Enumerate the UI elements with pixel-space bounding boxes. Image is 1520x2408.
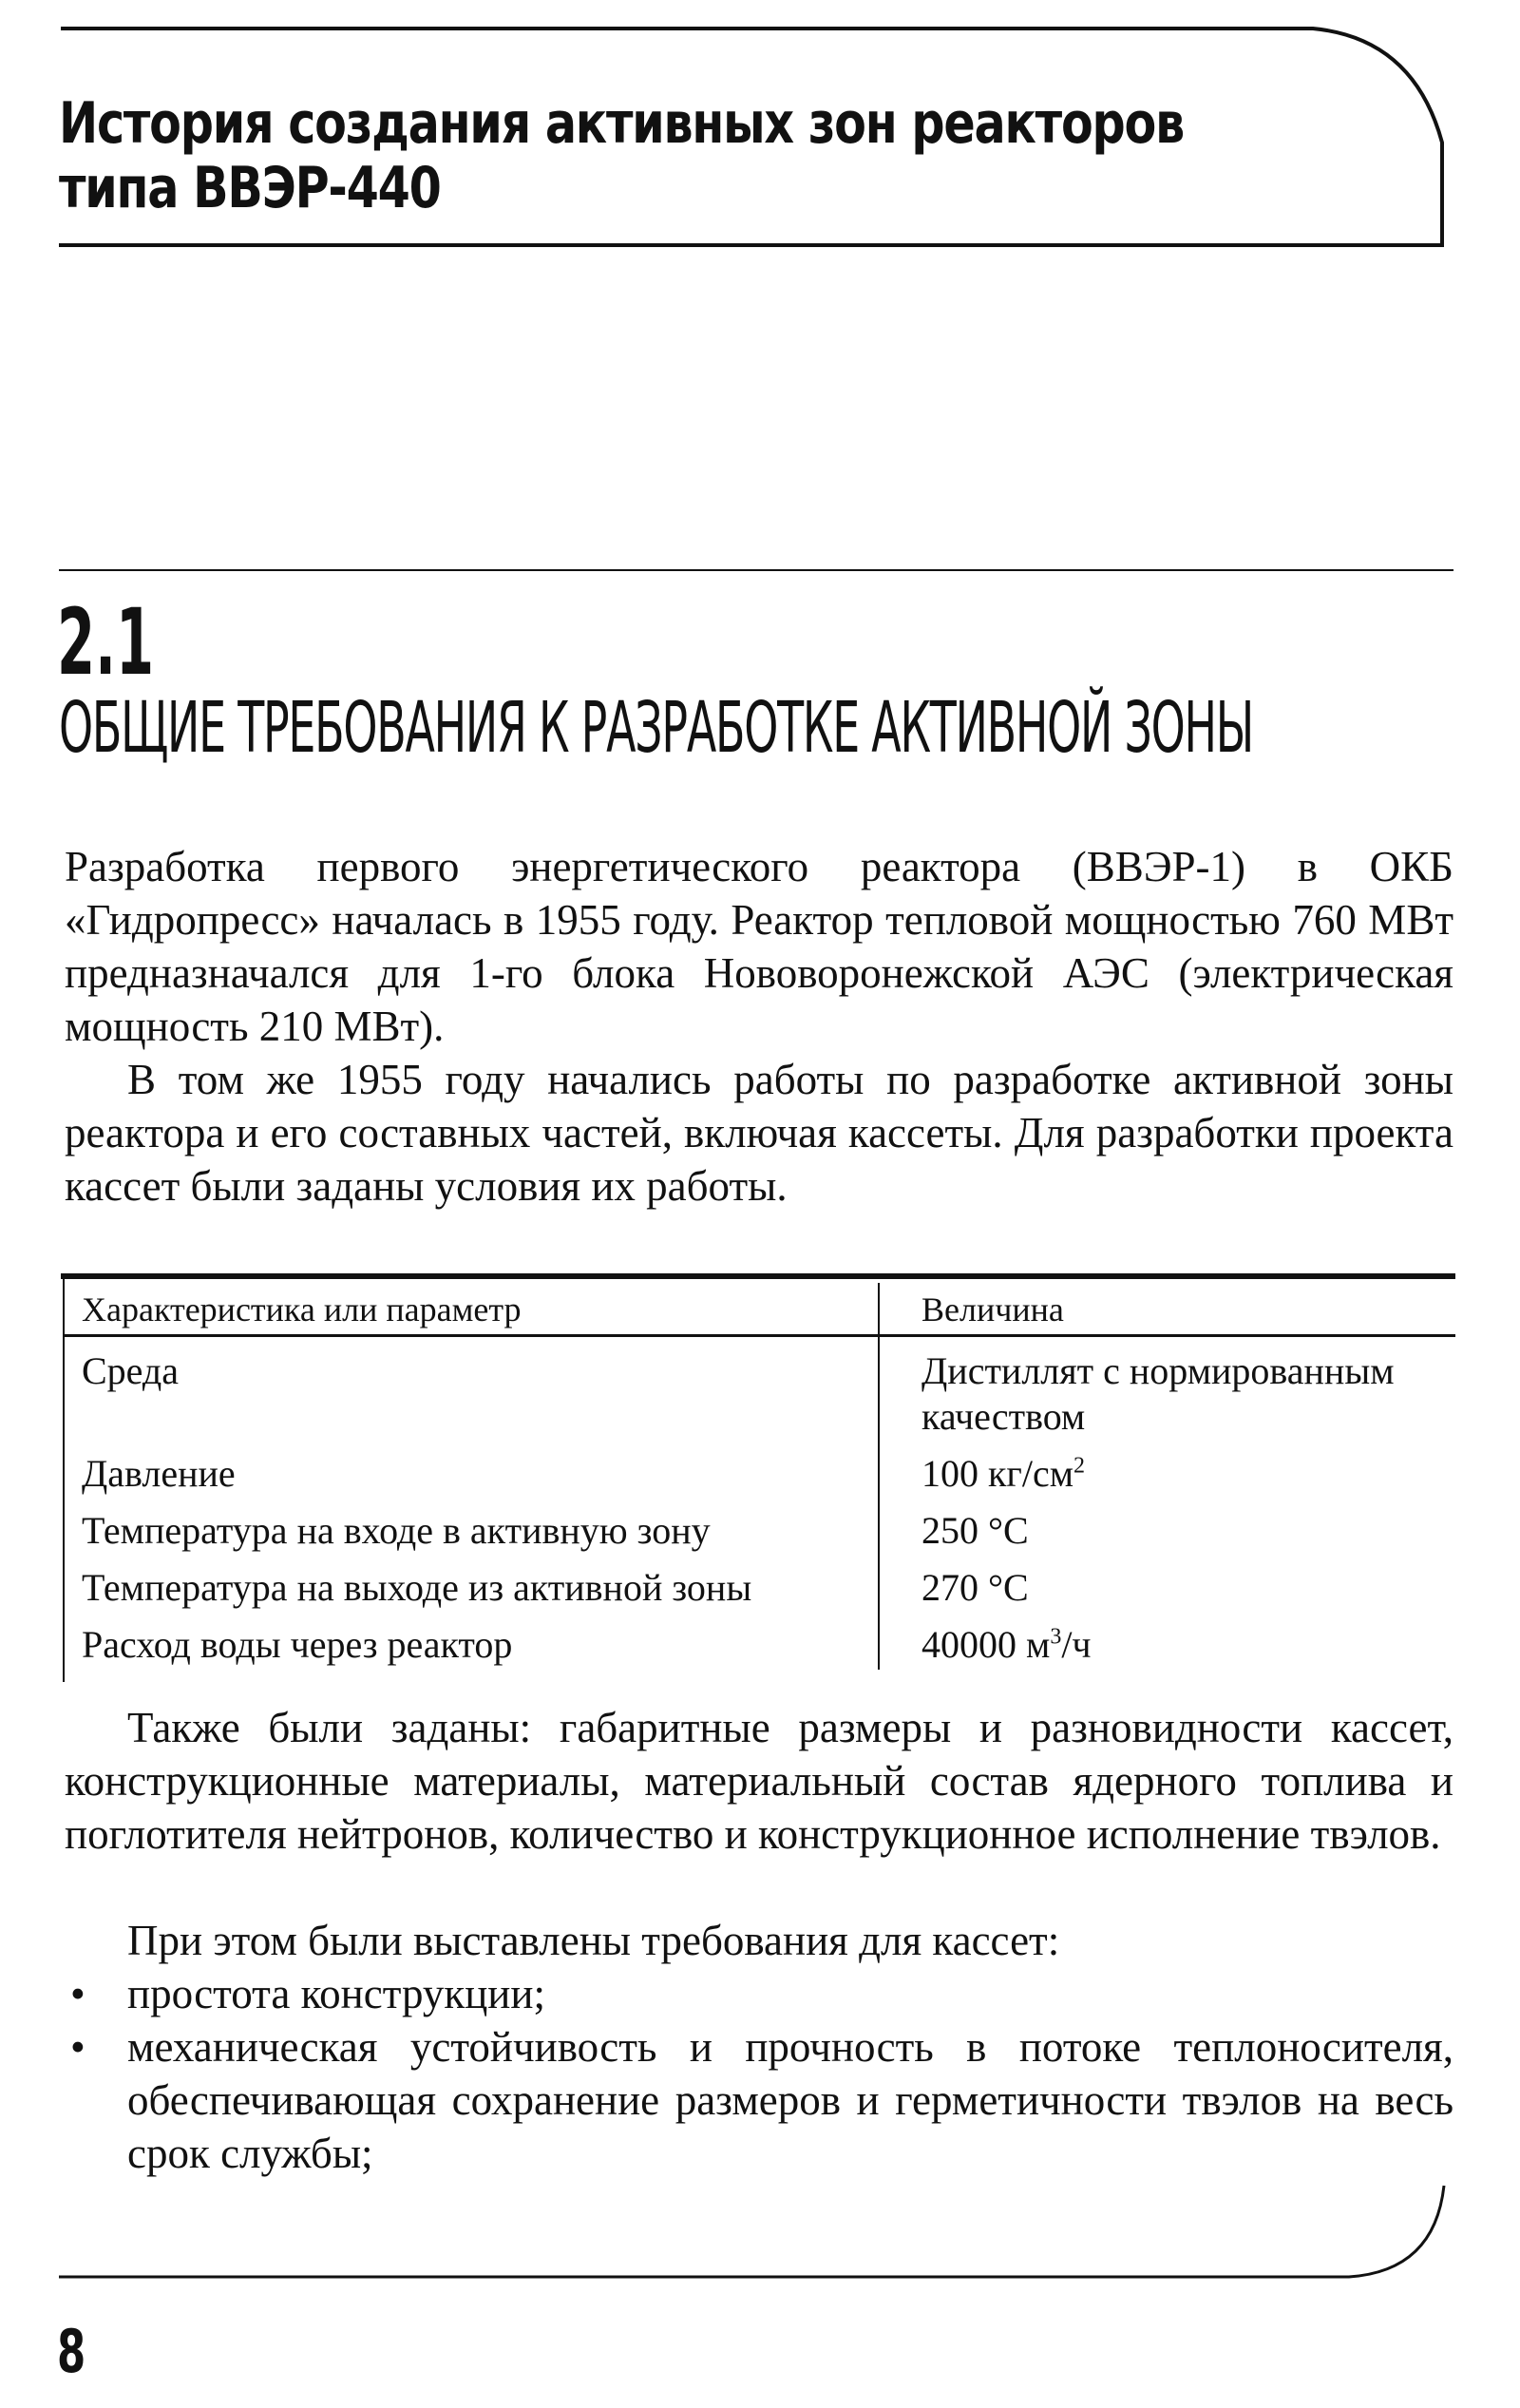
table-cell-param: Давление [65, 1442, 879, 1499]
bullet-dot: • [70, 2023, 86, 2071]
paragraph-intro: Разработка первого энергетического реактора (ВВЭР-1) в ОКБ «Гидропресс» началась в 1955 году. Реактор тепловой мощностью 760 МВт предназначался для 1-го блока Нововоронежской АЭС (электрическая мощность 210 МВт). [65, 843, 1454, 1050]
paragraph-core-development: В том же 1955 году начались работы по разработке активной зоны реактора и его составных частей, включая кассеты. Для разработки проекта кассет были заданы условия их работы. [65, 1056, 1454, 1210]
table-header-param: Характеристика или параметр [65, 1283, 879, 1336]
table-header-value: Величина [879, 1283, 1455, 1336]
table-row [65, 1556, 1455, 1613]
table-cell-value [879, 1442, 1455, 1499]
value-text: 100 кг/см [922, 1452, 1074, 1495]
paragraph-requirements-intro: При этом были выставлены требования для кассет: [127, 1917, 1060, 1964]
section-title: ОБЩИЕ ТРЕБОВАНИЯ К РАЗРАБОТКЕ АКТИВНОЙ ЗОНЫ [59, 687, 1254, 769]
table-cell-param: Температура на выходе из активной зоны [65, 1556, 879, 1613]
paragraph-additional-specs: Также были заданы: габаритные размеры и разновидности кассет, конструкционные материалы, материальный состав ядерного топлива и поглотителя нейтронов, количество и конструкционное исполнение твэлов. [65, 1704, 1454, 1858]
table-cell-value [879, 1613, 1455, 1670]
list-item-text: механическая устойчивость и прочность в потоке теплоносителя, обеспечивающая сохранение размеров и герметичности твэлов на весь срок службы; [127, 2023, 1454, 2177]
table-cell-param: Среда [65, 1336, 879, 1443]
value-text: 40000 м [922, 1623, 1051, 1666]
running-head-line-2: типа ВВЭР-440 [59, 155, 441, 221]
running-head-line-1: История создания активных зон реакторов [59, 90, 1185, 157]
running-head [59, 90, 1185, 221]
table-cell-param: Расход воды через реактор [65, 1613, 879, 1670]
value-suffix: /ч [1061, 1623, 1092, 1666]
footer-rule-line [59, 2186, 1444, 2277]
bullet-dot: • [70, 1970, 86, 2017]
conditions-table [65, 1283, 1455, 1670]
value-superscript: 3 [1050, 1624, 1062, 1650]
table-cell-param: Температура на входе в активную зону [65, 1499, 879, 1556]
list-item-text: простота конструкции; [127, 1970, 545, 2017]
table-row [65, 1499, 1455, 1556]
table-cell-value: 270 °С [922, 1566, 1029, 1609]
value-superscript: 2 [1074, 1453, 1086, 1479]
list-item [65, 2020, 1454, 2180]
table-row [65, 1442, 1455, 1499]
page-number: 8 [57, 2317, 86, 2386]
list-item [65, 1967, 1454, 2020]
table-row [65, 1336, 1455, 1443]
table-row [65, 1613, 1455, 1670]
requirements-list [65, 1967, 1454, 2180]
table-cell-value: Дистиллят с нормированным качеством [922, 1349, 1395, 1438]
table-cell-value: 250 °С [922, 1509, 1029, 1552]
table-header-row [65, 1283, 1455, 1336]
section-number: 2.1 [57, 589, 155, 696]
